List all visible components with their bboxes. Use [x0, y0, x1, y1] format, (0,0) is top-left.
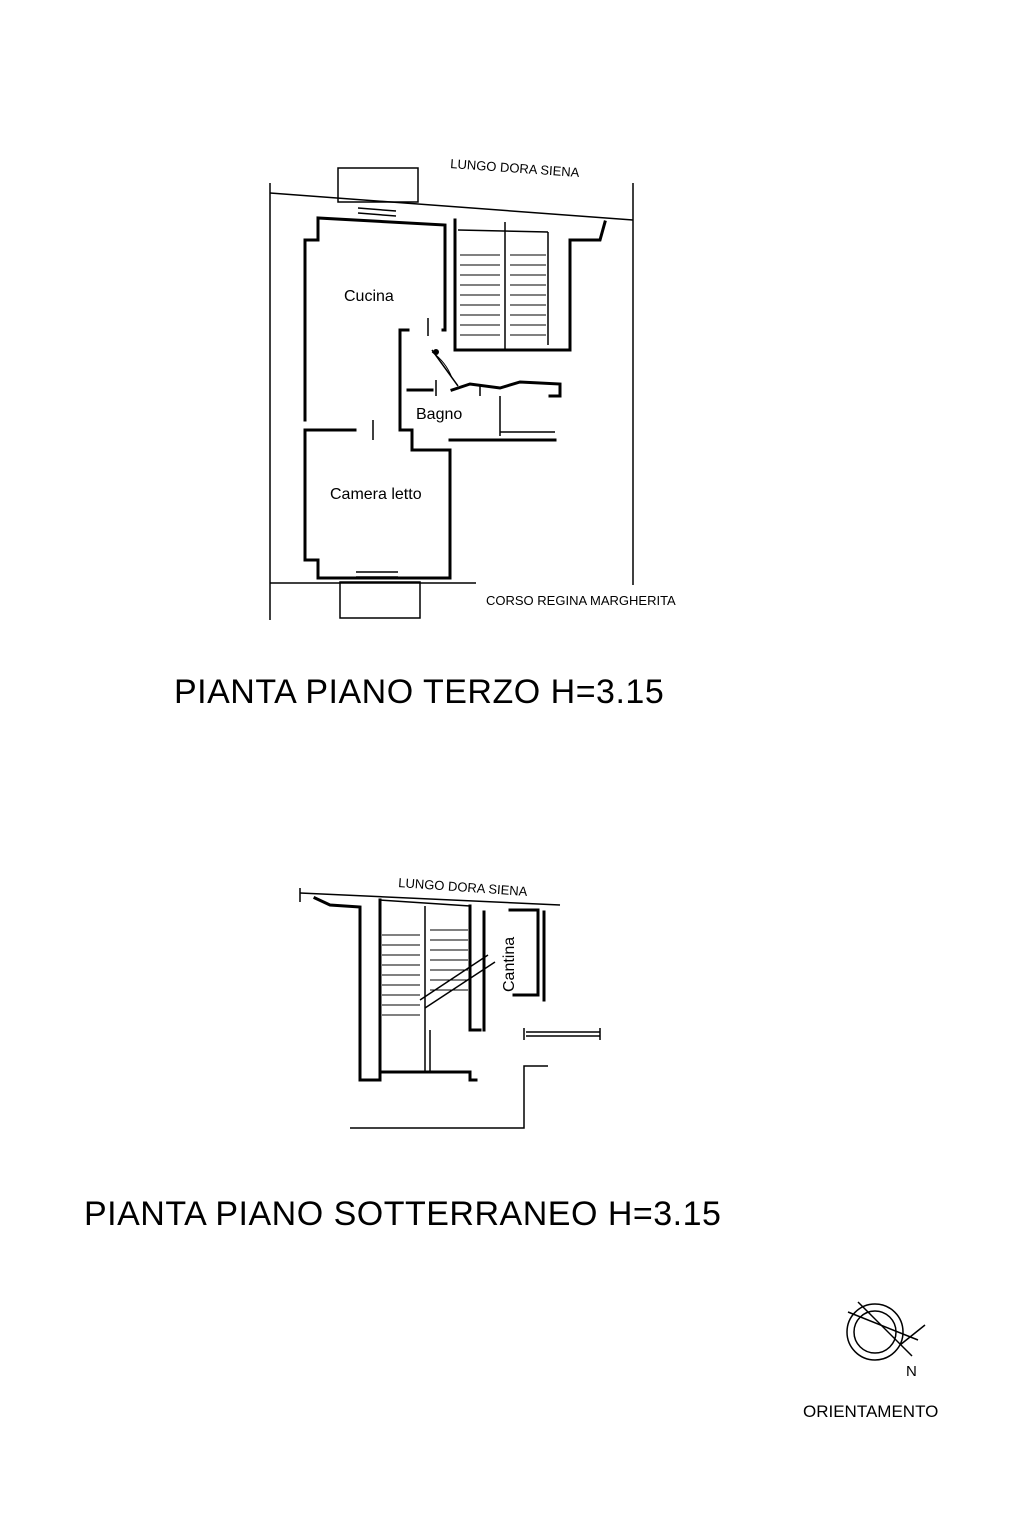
lower-floor-plan: [300, 888, 600, 1128]
lower-stair-treads-left: [382, 935, 420, 1015]
bedroom-label: Camera letto: [330, 486, 422, 503]
upper-street-top-label: LUNGO DORA SIENA: [449, 156, 580, 181]
lower-plan-title: PIANTA PIANO SOTTERRANEO H=3.15: [84, 1195, 722, 1233]
compass-icon: [847, 1302, 925, 1360]
upper-plan-title: PIANTA PIANO TERZO H=3.15: [174, 673, 665, 711]
stair-treads-left: [460, 255, 500, 335]
cellar-label: Cantina: [501, 936, 518, 992]
upper-floor-plan: [270, 168, 633, 620]
upper-street-bottom-label: CORSO REGINA MARGHERITA: [486, 593, 676, 608]
north-label: N: [906, 1363, 917, 1380]
bathroom-label: Bagno: [416, 406, 463, 423]
stair-treads-right: [510, 255, 546, 335]
kitchen-label: Cucina: [344, 288, 394, 305]
lower-street-top-label: LUNGO DORA SIENA: [397, 875, 528, 900]
orientation-label: ORIENTAMENTO: [803, 1402, 939, 1421]
